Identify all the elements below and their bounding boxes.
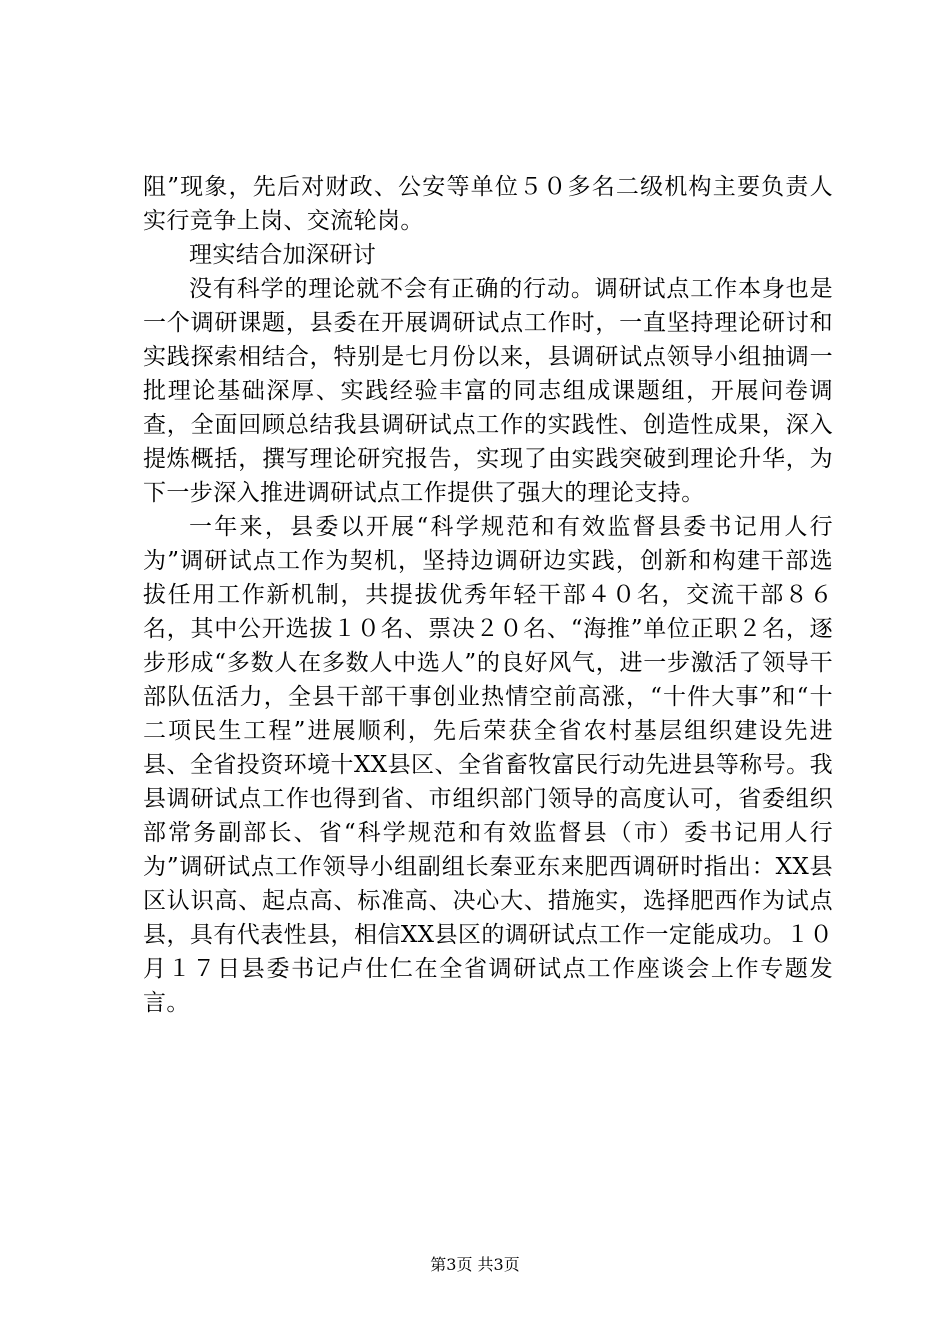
- page-footer: 第3页 共3页: [430, 1255, 520, 1274]
- paragraph-summary: 一年来，县委以开展“科学规范和有效监督县委书记用人行为”调研试点工作为契机，坚持边调研边实践，创新和构建干部选拔任用工作新机制，共提拔优秀年轻干部４０名，交流干部８６名，其中公开选拔１０名、票决２０名、“海推”单位正职２名，逐步形成“多数人在多数人中选人”的良好风气，进一步激活了领导干部队伍活力，全县干部干事创业热情空前高涨，“十件大事”和“十二项民生工程”进展顺利，先后荣获全省农村基层组织建设先进县、全省投资环境十XX县区、全省畜牧富民行动先进县等称号。我县调研试点工作也得到省、市组织部门领导的高度认可，省委组织部常务副部长、省“科学规范和有效监督县（市）委书记用人行为”调研试点工作领导小组副组长秦亚东来肥西调研时指出：XX县区认识高、起点高、标准高、决心大、措施实，选择肥西作为试点县，具有代表性县，相信XX县区的调研试点工作一定能成功。１０月１７日县委书记卢仕仁在全省调研试点工作座谈会上作专题发言。: [143, 514, 833, 1016]
- section-heading: 理实结合加深研讨: [189, 242, 377, 268]
- document-body: [143, 170, 833, 1020]
- paragraph-continuation: 阻”现象，先后对财政、公安等单位５０多名二级机构主要负责人实行竞争上岗、交流轮岗。: [143, 174, 833, 234]
- paragraph-theory: 没有科学的理论就不会有正确的行动。调研试点工作本身也是一个调研课题，县委在开展调研试点工作时，一直坚持理论研讨和实践探索相结合，特别是七月份以来，县调研试点领导小组抽调一批理论基础深厚、实践经验丰富的同志组成课题组，开展问卷调查，全面回顾总结我县调研试点工作的实践性、创造性成果，深入提炼概括，撰写理论研究报告，实现了由实践突破到理论升华，为下一步深入推进调研试点工作提供了强大的理论支持。: [143, 276, 833, 506]
